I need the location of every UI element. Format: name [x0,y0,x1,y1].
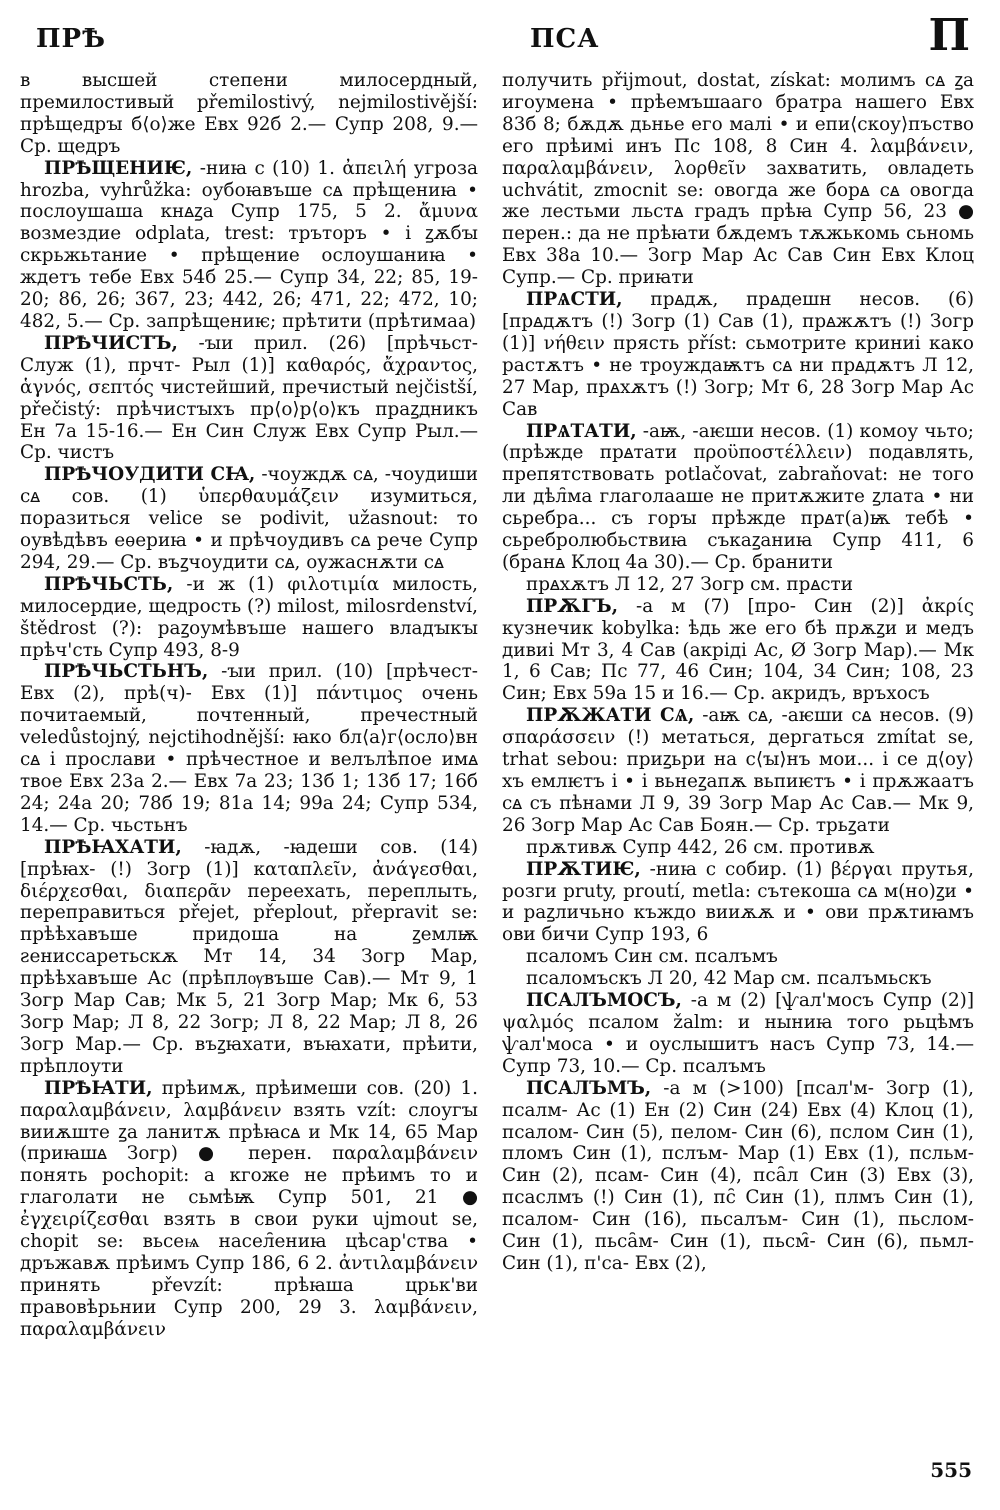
entry-text: -а м (7) [про- Син (2)] ἀκρίς кузнечик kobylka: ѣдь же его бѣ прѫꙁи и медъ дивиі Мт 3, 4 Сав (акріді Ас, Ø Зогр Мар).— Мк 1, 6 Сав; Пс 77, 46 Син; 104, 34 Син; 108, 23 Син; Евх 59а 15 и 16.— Ср. акридъ, връхосъ [502,595,974,705]
entry-text: -а м (2) [ѱал'мосъ Супр (2)] ψαλμός псалом žalm: и ныниꙗ того рьцѣмъ ѱал'моса • и оуслышитъ насъ Супр 73, 14.— Супр 73, 10.— Ср. псалъмъ [502,990,974,1077]
dictionary-entry [502,596,974,706]
dictionary-entry [502,859,974,947]
entry-text: -ꙑи прил. (26) [прѣчьст- Служ (1), прчт- Рыл (1)] καθαρός, ἄχραντος, ἁγνός, σεπτός чистейший, пречистый nejčistší, přečistý: прѣчистꙑхъ пр⟨о⟩р⟨о⟩къ праꙁдникъ Ен 7а 15-16.— Ен Син Служ Евх Супр Рыл.— Ср. чистъ [20,332,478,464]
cross-reference [502,968,974,990]
entry-text: получить přijmout, dostat, získat: молимъ сꙙ ꙁа игоумена • прѣемъшаагo братра нашего Евх 83б 8; бѫдѫ дьнье его малі • и епи⟨скоу⟩пъство его прѣимі инъ Пс 108, 8 Син 4. λαμβάνειν, παραλαμβάνειν, λορθεῖν захватить, овладеть uchvátit, zmocnit se: овогда же борꙙ сꙙ овогда же лестьми льстꙙ градъ прѣꙗ Супр 56, 23 ● перен.: да не прѣꙗти бѫдемъ тѫжькомь сьномь Евх 38а 10.— Зогр Мар Ас Сав Син Евх Клоц Супр.— Ср. приꙗти [502,70,974,289]
entry-text: -и ж (1) φιλοτιμία милость, милосердие, щедрость (?) milost, milosrdenství, štědrost (?): раꙁоумѣвъше нашего владꙑкꙑ прѣч'сть Супр 493, 8-9 [20,573,478,661]
cross-reference [502,574,974,596]
entry-headword: ПРѢЩЕНИѤ, [44,157,193,179]
entry-headword: ПРѦТАТИ, [526,420,637,442]
dictionary-entry [502,705,974,836]
left-guide-word: ПРѢ [36,24,106,54]
cross-reference [502,837,974,859]
entry-headword: ПСАЛЪМОСЪ, [526,990,682,1012]
entry-text: прꙙхѫтъ Л 12, 27 Зогр см. прꙙсти [526,573,853,595]
entry-text: -ꙑи прил. (10) [прѣчест- Евх (2), прѣ(ч)- Евх (1)] πάντιμος очень почитаемый, почтенный, пречестный veledůstojný, nejctihodnější: ꙗко бл⟨а⟩г⟨осло⟩вн сꙙ і прослави • прѣчестное и велълѣпое имꙙ твое Евх 23а 2.— Евх 7а 23; 13б 1; 13б 17; 16б 24; 24а 20; 78б 19; 81а 14; 99а 24; Супр 534, 14.— Ср. чьстьнъ [20,661,478,836]
right-column [502,70,974,1450]
entry-text: -чоуждѫ сꙙ, -чоудиши сꙙ сов. (1) ὑπερθαυμάζειν изумиться, поразиться velice se podivit, užasnout: то оувѣдѣвъ еѳериꙗ • и прѣчоудивъ сꙙ рече Супр 294, 29.— Ср. въꙁчоудити сꙙ, оужаснѫти сꙙ [20,464,478,573]
entry-text: псаломъ Син см. псалъмъ [526,946,778,968]
entry-continuation [502,70,974,289]
entry-text: псаломъскъ Л 20, 42 Мар см. псалъмьскъ [526,968,932,990]
entry-text: -аѭ, -аѥши несов. (1) комоу чьто; (прѣжде прꙙтати προϋποστέλλειν) подавлять, препятствовать potlačovat, zabraňovat: не того ли дѣл̑ма глаголааше не притѫжите ꙁлата • ни сьребра... съ горꙑ прѣжде прꙙт(а)ѭ тебѣ • сьребролюбьствиꙗ съкаꙁаниꙗ Супр 411, 6 (бранꙙ Клоц 4а 30).— Ср. бранити [502,420,974,573]
entry-headword: ПРѪТИѤ, [526,858,641,880]
dictionary-entry [502,421,974,574]
dictionary-entry [20,333,478,464]
right-guide-word: ПСА [530,24,600,54]
entry-headword: ПРѢЧЬСТЬНЪ, [44,661,209,683]
entry-headword: ПРѢЧИСТЪ, [44,332,178,354]
dictionary-entry [20,158,478,333]
entry-headword: ПРѢꙖТИ, [44,1077,153,1099]
dictionary-entry [502,990,974,1078]
entry-headword: ПРѦСТИ, [526,289,623,311]
section-letter: П [928,10,970,61]
entry-headword: ПРѪГЪ, [526,595,619,617]
cross-reference [502,946,974,968]
dictionary-entry [502,289,974,420]
dictionary-entry [502,1078,974,1275]
entry-headword: ПРѢЧЬСТЬ, [44,573,174,595]
dictionary-entry [20,574,478,662]
entry-text: в высшей степени милосердный, премилостивый přemilostivý, nejmilostivější: прѣщедрꙑ б⟨о⟩же Евх 92б 2.— Супр 208, 9.— Ср. щедръ [20,70,478,157]
entry-text: прѣимѫ, прѣимеши сов. (20) 1. παραλαμβάνειν, λαμβάνειν взять vzít: слоугꙑ вииѫште ꙁа ланитѫ прѣꙗсꙙ и Мк 14, 65 Мар (приꙗшꙙ Зогр) ● перен. παραλαμβάνειν понять pochopit: а кгоже не прѣимъ то и глаголати не сьмѣѭ Супр 501, 21 ● ἐγχειρίζεσθαι взять в свои руки ujmout se, chopit se: вьсеѩ насел̑ениꙗ цѣсар'ства • дръжавѫ прѣимъ Супр 186, 6 2. ἀντιλαμβάνειν принять převzít: прѣꙗша црьк'ви правовѣрьнии Супр 200, 29 3. λαμβάνειν, παραλαμβάνειν [20,1077,478,1340]
entry-continuation [20,70,478,158]
entry-text: -ниꙗ с (10) 1. ἀπειλή угроза hrozba, vyhrůžka: оубоꙗвъше сꙙ прѣщениꙗ • послоушаша кнꙙꙁа Супр 175, 5 2. ἄμυνα возмездие odplata, trest: тръторъ • і ꙁѫбꙑ скрьжьтание • прѣщение ослоушаниꙗ • ждетъ тебе Евх 54б 25.— Супр 34, 22; 85, 19-20; 86, 26; 367, 23; 442, 26; 471, 22; 472, 10; 482, 5.— Ср. запрѣщениѥ; прѣтити (прѣтимаа) [20,157,478,332]
dictionary-entry [20,464,478,574]
dictionary-entry [20,837,478,1078]
entry-text: -а м (>100) [псал'м- Зогр (1), псалм- Ас (1) Ен (2) Син (24) Евх (4) Клоц (1), псалом- Син (5), пелом- Син (6), пслом Син (1), пломъ Син (1), пслъм- Мар (1) Евх (1), псльм- Син (2), псам- Син (4), пса̑л Син (3) Евх (3), псаслмъ (!) Син (1), пс̑ Син (1), плмъ Син (1), псалом- Син (16), пьсалъм- Син (1), пьслом- Син (1), пьса̑м- Син (1), пьсм̑- Син (6), пьмл- Син (1), п'са- Евх (2), [502,1077,974,1274]
left-column [20,70,478,1450]
running-header [0,10,1000,66]
dictionary-entry [20,1078,478,1341]
entry-text: прꙙдѫ, прꙙдешн несов. (6) [прꙙдѫтъ (!) Зогр (1) Сав (1), прꙙжѫтъ (!) Зогр (1)] νήθειν прясть příst: сьмотрите криниі како растѫтъ • не троуждаѭтъ сꙙ ни прꙙдѫтъ Л 12, 27 Мар, прꙙхѫтъ (!) Зогр; Мт 6, 28 Зогр Мар Ас Сав [502,289,974,420]
entry-text: -ꙗдѫ, -ꙗдеши сов. (14) [прѣꙗх- (!) Зогр (1)] καταπλεῖν, ἀνάγεσθαι, διέρχεσθαι, διαπερᾶν переехать, переплыть, переправиться přejet, přeplout, přepravit se: прѣѣхавъше придоша на ꙁемлѭ ꙅениссаретьскѫ Мт 14, 34 Зогр Мар, прѣѣхавъше Ас (прѣплѹвъше Сав).— Мт 9, 1 Зогр Мар Сав; Мк 5, 21 Зогр Мар; Мк 6, 53 Зогр Мар; Л 8, 22 Зогр; Л 8, 22 Мар; Л 8, 26 Зогр Мар.— Ср. въꙁꙗхати, въꙗхати, прѣити, прѣплоути [20,836,478,1077]
dictionary-entry [20,661,478,836]
entry-headword: ПРѢꙖХАТИ, [44,836,182,858]
entry-headword: ПРѪЖАТИ СѦ, [526,705,695,727]
entry-headword: ПРѢЧОУДИТИ СꙖ, [44,464,256,486]
entry-text: -ниꙗ с собир. (1) βέργαι прутья, розги pruty, proutí, metla: сътекоша сꙙ м(но)ꙁи • и раꙁличьно къждо вииѫѫ и • ови прѫтиꙗмъ ови бичи Супр 193, 6 [502,858,974,946]
page-number: 555 [930,1458,972,1482]
entry-text: прѫтивѫ Супр 442, 26 см. противѫ [526,836,875,858]
entry-text: -аѭ сꙙ, -аѥши сꙙ несов. (9) σπαράσσειν (!) метаться, дергаться zmítat se, trhat sebou: приꙁьри на с⟨ꙑ⟩нъ мои... і се д⟨оу⟩хъ емлѥтъ і • і вьнеꙁапѫ вьпиѥтъ • і прѫжаатъ сꙙ съ пѣнами Л 9, 39 Зогр Мар Ас Сав.— Мк 9, 26 Зогр Мар Ас Сав Боян.— Ср. трьꙁати [502,705,974,836]
entry-headword: ПСАЛЪМЪ, [526,1077,652,1099]
